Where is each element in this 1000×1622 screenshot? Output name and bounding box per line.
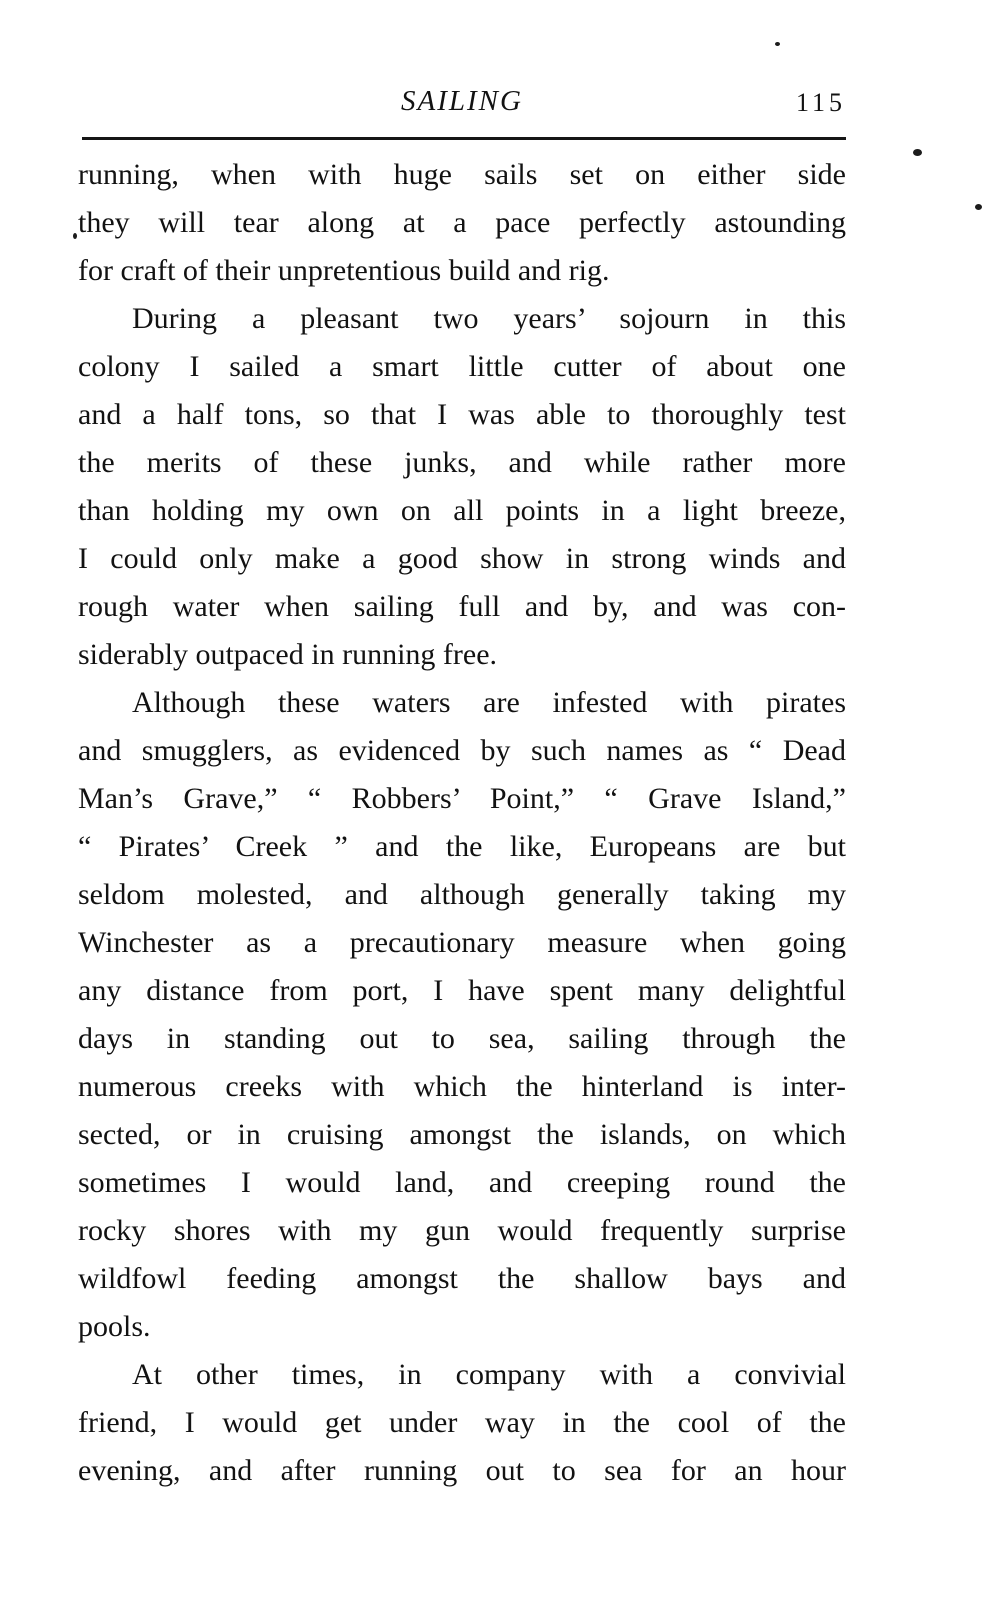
header-rule — [82, 137, 846, 140]
text-line: At other times, in company with a convivial — [132, 1358, 846, 1391]
text-line: they will tear along at a pace perfectly astounding — [78, 206, 846, 239]
text-line: running, when with huge sails set on either side — [78, 158, 846, 191]
text-line: rocky shores with my gun would frequently surprise — [78, 1214, 846, 1247]
text-line: Winchester as a precautionary measure when going — [78, 926, 846, 959]
text-line: Man’s Grave,” “ Robbers’ Point,” “ Grave Island,” — [78, 782, 846, 815]
text-line: friend, I would get under way in the cool of the — [78, 1406, 846, 1439]
text-line: sected, or in cruising amongst the islands, on which — [78, 1118, 846, 1151]
scan-speck — [73, 233, 77, 239]
text-line: the merits of these junks, and while rather more — [78, 446, 846, 479]
scan-speck — [775, 42, 780, 46]
text-line: any distance from port, I have spent many delightful — [78, 974, 846, 1007]
text-line: wildfowl feeding amongst the shallow bays and — [78, 1262, 846, 1295]
text-line: pools. — [78, 1310, 151, 1343]
text-line: siderably outpaced in running free. — [78, 638, 498, 671]
text-line: During a pleasant two years’ sojourn in this — [132, 302, 846, 335]
text-line: days in standing out to sea, sailing through the — [78, 1022, 846, 1055]
page-number: 115 — [795, 88, 846, 117]
text-line: seldom molested, and although generally taking my — [78, 878, 846, 911]
running-title: SAILING — [401, 85, 523, 117]
text-line: evening, and after running out to sea for an hour — [78, 1454, 846, 1487]
scan-speck — [975, 204, 982, 210]
text-line: for craft of their unpretentious build and rig. — [78, 254, 610, 287]
scan-speck — [913, 149, 922, 156]
text-block — [78, 151, 846, 1495]
text-line: and a half tons, so that I was able to thoroughly test — [78, 398, 846, 431]
text-line: than holding my own on all points in a light breeze, — [78, 494, 846, 527]
page-header — [78, 84, 846, 122]
text-line: rough water when sailing full and by, and was con- — [78, 590, 846, 623]
text-line: I could only make a good show in strong winds and — [78, 542, 846, 575]
text-line: sometimes I would land, and creeping round the — [78, 1166, 846, 1199]
text-line: “ Pirates’ Creek ” and the like, Europeans are but — [78, 830, 846, 863]
text-line: colony I sailed a smart little cutter of about one — [78, 350, 846, 383]
text-line: and smugglers, as evidenced by such names as “ Dead — [78, 734, 846, 767]
text-line: Although these waters are infested with pirates — [132, 686, 846, 719]
text-line: numerous creeks with which the hinterland is inter- — [78, 1070, 846, 1103]
